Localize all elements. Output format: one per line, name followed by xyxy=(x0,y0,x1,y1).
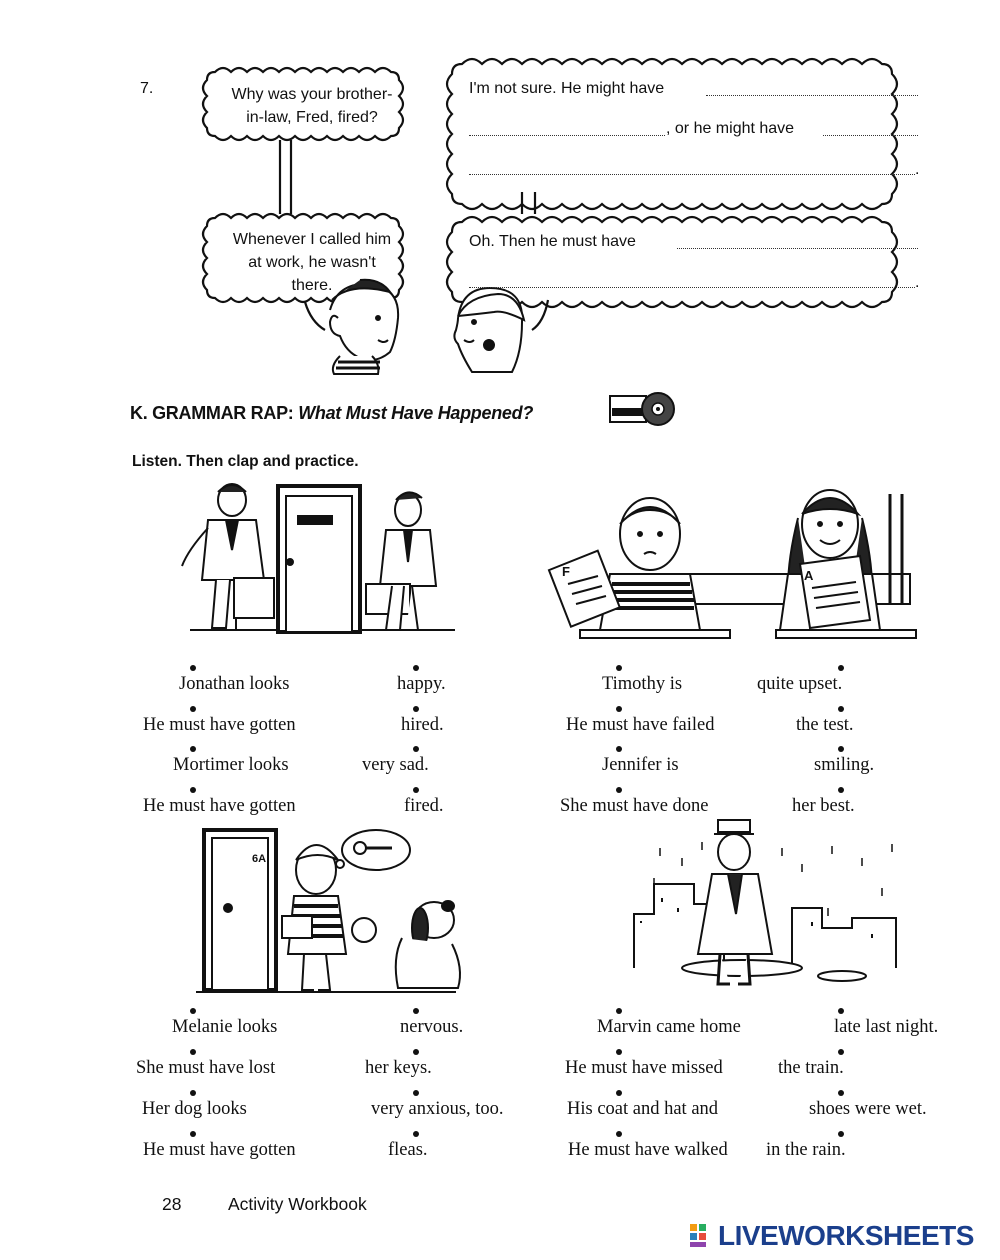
beat-dot xyxy=(838,706,844,712)
illustration-girl-dog xyxy=(196,820,466,1000)
beat-dot xyxy=(413,787,419,793)
paper-a-label: A xyxy=(804,568,814,583)
instruction-text: Listen. Then clap and practice. xyxy=(132,453,359,470)
beat-dot xyxy=(413,1131,419,1137)
section-heading-prefix: K. GRAMMAR RAP: xyxy=(130,403,299,423)
beat-dot xyxy=(190,706,196,712)
rap-2-line-4-start: She must have done xyxy=(560,796,709,816)
answer-1-blank-1[interactable] xyxy=(706,74,922,98)
rap-4-line-4-start: He must have walked xyxy=(568,1140,728,1160)
rap-2-line-2-start: He must have failed xyxy=(566,715,715,735)
beat-dot xyxy=(838,1090,844,1096)
answer-1-prompt: I'm not sure. He might have xyxy=(469,80,665,97)
audio-cd-icon[interactable] xyxy=(608,390,676,430)
rap-2-line-2-end: the test. xyxy=(796,715,854,735)
rap-3-line-2-start: She must have lost xyxy=(136,1058,276,1078)
speech-bubbles xyxy=(0,0,1000,380)
beat-dot xyxy=(413,1008,419,1014)
section-heading-title: What Must Have Happened? xyxy=(298,403,534,423)
beat-dot xyxy=(190,1090,196,1096)
beat-dot xyxy=(616,665,622,671)
beat-dot xyxy=(190,746,196,752)
rap-1-line-2-start: He must have gotten xyxy=(143,715,296,735)
answer-2-blank-2[interactable] xyxy=(469,266,919,290)
beat-dot xyxy=(616,746,622,752)
rap-3-line-1-end: nervous. xyxy=(400,1017,464,1037)
liveworksheets-brand: LIVEWORKSHEETS xyxy=(718,1220,974,1251)
rap-3-line-4-end: fleas. xyxy=(388,1140,428,1160)
beat-dot xyxy=(413,1049,419,1055)
question-1-text xyxy=(212,83,412,129)
question-1-line-2: in-law, Fred, fired? xyxy=(246,109,378,126)
rap-1-line-1-start: Jonathan looks xyxy=(179,674,290,694)
rap-3-line-1-start: Melanie looks xyxy=(172,1017,278,1037)
paper-f-label: F xyxy=(562,564,570,579)
door-number-label: 6A xyxy=(252,853,267,865)
rap-2-line-1-start: Timothy is xyxy=(602,674,683,694)
rap-3-line-3-start: Her dog looks xyxy=(142,1099,247,1119)
section-heading xyxy=(130,403,533,424)
rap-3-line-3-end: very anxious, too. xyxy=(371,1099,504,1119)
exercise-number: 7. xyxy=(140,80,154,97)
illustration-man-rain xyxy=(632,818,922,998)
rap-2-line-3-end: smiling. xyxy=(814,755,875,775)
rap-4-line-2-end: the train. xyxy=(778,1058,844,1078)
beat-dot xyxy=(616,706,622,712)
rap-4-line-1-end: late last night. xyxy=(834,1017,939,1037)
beat-dot xyxy=(838,1008,844,1014)
question-1-line-1: Why was your brother- xyxy=(231,86,393,103)
answer-1-blank-3[interactable] xyxy=(823,114,922,138)
beat-dot xyxy=(413,1090,419,1096)
beat-dot xyxy=(190,1131,196,1137)
answer-2-period: . xyxy=(915,274,920,291)
rap-4-line-4-end: in the rain. xyxy=(766,1140,846,1160)
woman-illustration xyxy=(454,288,524,372)
rap-4-line-2-start: He must have missed xyxy=(565,1058,723,1078)
beat-dot xyxy=(838,665,844,671)
beat-dot xyxy=(838,1131,844,1137)
beat-dot xyxy=(838,787,844,793)
question-2-text xyxy=(212,228,412,297)
rap-2-line-1-end: quite upset. xyxy=(757,674,843,694)
beat-dot xyxy=(190,665,196,671)
liveworksheets-logo-icon xyxy=(690,1222,716,1248)
beat-dot xyxy=(616,1131,622,1137)
beat-dot xyxy=(413,746,419,752)
beat-dot xyxy=(616,787,622,793)
beat-dot xyxy=(413,665,419,671)
beat-dot xyxy=(838,746,844,752)
beat-dot xyxy=(616,1008,622,1014)
beat-dot xyxy=(616,1049,622,1055)
rap-3-line-4-start: He must have gotten xyxy=(143,1140,296,1160)
rap-2-line-4-end: her best. xyxy=(792,796,855,816)
book-title: Activity Workbook xyxy=(228,1194,367,1214)
beat-dot xyxy=(838,1049,844,1055)
beat-dot xyxy=(190,787,196,793)
beat-dot xyxy=(190,1008,196,1014)
beat-dot xyxy=(190,1049,196,1055)
answer-2-blank-1[interactable] xyxy=(677,227,922,251)
rap-1-line-4-start: He must have gotten xyxy=(143,796,296,816)
answer-2-prompt: Oh. Then he must have xyxy=(469,233,636,250)
rap-4-line-3-start: His coat and hat and xyxy=(567,1099,719,1119)
answer-1-period: . xyxy=(915,161,920,178)
rap-2-line-3-start: Jennifer is xyxy=(602,755,679,775)
question-2-line-2: at work, he wasn't xyxy=(248,254,376,271)
rap-1-line-1-end: happy. xyxy=(397,674,446,694)
illustration-students xyxy=(540,484,920,644)
page-number: 28 xyxy=(162,1194,182,1214)
rap-3-line-2-end: her keys. xyxy=(365,1058,432,1078)
rap-4-line-3-end: shoes were wet. xyxy=(809,1099,927,1119)
rap-4-line-1-start: Marvin came home xyxy=(597,1017,741,1037)
illustration-office-men xyxy=(170,478,460,658)
rap-1-line-4-end: fired. xyxy=(404,796,444,816)
beat-dot xyxy=(616,1090,622,1096)
answer-1-blank-4[interactable] xyxy=(469,153,919,177)
question-2-line-3: there. xyxy=(291,277,333,294)
rap-1-line-2-end: hired. xyxy=(401,715,444,735)
beat-dot xyxy=(413,706,419,712)
question-2-line-1: Whenever I called him xyxy=(232,231,392,248)
rap-1-line-3-start: Mortimer looks xyxy=(173,755,289,775)
rap-1-line-3-end: very sad. xyxy=(362,755,429,775)
answer-1-blank-2[interactable] xyxy=(469,114,669,138)
answer-1-connector: , or he might have xyxy=(666,120,795,137)
